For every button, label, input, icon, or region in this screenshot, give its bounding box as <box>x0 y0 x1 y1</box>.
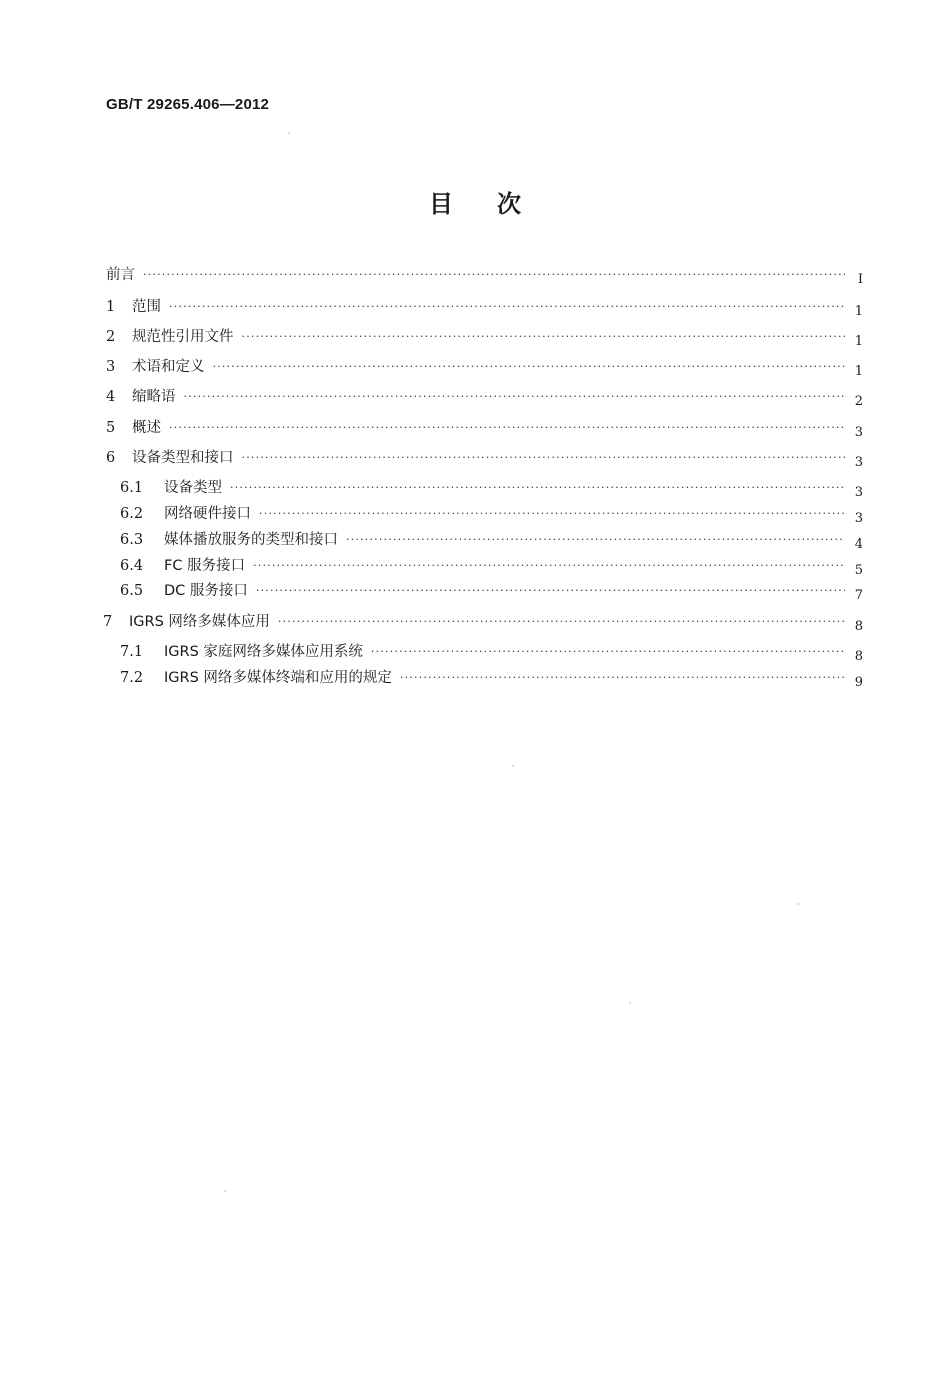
toc-title: 目次 <box>429 190 565 218</box>
toc-entry-number: 4 <box>106 389 116 405</box>
toc-dot-leader <box>169 418 845 438</box>
toc-entry[interactable] <box>120 581 863 601</box>
toc-dot-leader <box>169 297 845 317</box>
toc-entry-label: 前言 <box>106 267 135 283</box>
scan-speck <box>224 1190 226 1192</box>
scan-speck <box>512 765 514 767</box>
toc-dot-leader <box>346 530 845 550</box>
toc-entry[interactable] <box>106 387 863 407</box>
toc-entry-number: 7.2 <box>120 670 144 686</box>
toc-entry-page-number: 3 <box>854 511 863 526</box>
toc-dot-leader <box>242 448 846 468</box>
document-code: GB/T 29265.406—2012 <box>106 96 270 113</box>
toc-entry-number: 7.1 <box>120 644 144 660</box>
toc-dot-leader <box>213 357 846 377</box>
toc-dot-leader <box>143 265 845 285</box>
toc-entry[interactable] <box>106 357 863 377</box>
toc-entry-number: 6.1 <box>120 480 144 496</box>
toc-entry[interactable] <box>120 642 863 662</box>
toc-entry-number: 5 <box>106 420 116 436</box>
toc-entry-number: 6.5 <box>120 583 144 599</box>
scan-speck <box>797 903 799 905</box>
toc-entry-number: 6.3 <box>120 532 144 548</box>
toc-entry-label: IGRS 家庭网络多媒体应用系统 <box>164 644 363 660</box>
toc-entry-label: 网络硬件接口 <box>164 506 251 522</box>
toc-entry[interactable] <box>120 478 863 498</box>
toc-entry-label: 范围 <box>132 299 161 315</box>
toc-entry[interactable] <box>120 504 863 524</box>
toc-entry[interactable] <box>106 327 863 347</box>
toc-entry[interactable] <box>106 448 863 468</box>
toc-entry-label: 规范性引用文件 <box>132 329 234 345</box>
toc-dot-leader <box>256 581 845 601</box>
toc-entry[interactable] <box>120 668 863 688</box>
toc-entry-page-number: 1 <box>854 364 863 379</box>
scan-speck <box>629 1002 631 1004</box>
toc-entry-page-number: 1 <box>854 304 863 319</box>
toc-entry-label: IGRS 网络多媒体终端和应用的规定 <box>164 670 392 686</box>
toc-entry-page-number: 3 <box>854 425 863 440</box>
toc-dot-leader <box>230 478 845 498</box>
toc-entry-page-number: 9 <box>854 675 863 690</box>
toc-dot-leader <box>259 504 845 524</box>
toc-entry-page-number: 2 <box>854 394 863 409</box>
toc-entry-page-number: 5 <box>854 563 863 578</box>
toc-dot-leader <box>253 556 845 576</box>
toc-entry-number: 6.4 <box>120 558 144 574</box>
toc-entry-page-number: 3 <box>854 485 863 500</box>
toc-entry-label: FC 服务接口 <box>164 558 246 574</box>
toc-entry-label: 术语和定义 <box>132 359 205 375</box>
toc-entry-number: 6.2 <box>120 506 144 522</box>
toc-entry-page-number: 3 <box>854 455 863 470</box>
toc-entry-page-number: 1 <box>854 334 863 349</box>
toc-dot-leader <box>184 387 846 407</box>
toc-entry[interactable] <box>103 612 863 632</box>
toc-entry-label: 概述 <box>132 420 161 436</box>
toc-entry[interactable] <box>106 418 863 438</box>
toc-entry[interactable] <box>120 530 863 550</box>
toc-entry-number: 7 <box>103 614 113 630</box>
scan-speck <box>288 132 290 134</box>
toc-dot-leader <box>371 642 845 662</box>
toc-entry-label: 媒体播放服务的类型和接口 <box>164 532 338 548</box>
toc-dot-leader <box>242 327 846 347</box>
toc-entry-number: 6 <box>106 450 116 466</box>
toc-entry-label: 缩略语 <box>132 389 176 405</box>
toc-entry[interactable] <box>120 556 863 576</box>
toc-entry-label: IGRS 网络多媒体应用 <box>129 614 270 630</box>
toc-entry-label: 设备类型和接口 <box>132 450 234 466</box>
toc-entry-page-number: 8 <box>854 649 863 664</box>
toc-entry-page-number: 4 <box>854 537 863 552</box>
toc-dot-leader <box>400 668 845 688</box>
toc-entry-label: DC 服务接口 <box>164 583 248 599</box>
toc-entry-number: 3 <box>106 359 116 375</box>
toc-entry-page-number: 7 <box>854 588 863 603</box>
toc-entry-number: 2 <box>106 329 116 345</box>
toc-entry-number: 1 <box>106 299 116 315</box>
toc-entry-label: 设备类型 <box>164 480 222 496</box>
toc-entry-page-number: 8 <box>854 619 863 634</box>
toc-entry[interactable] <box>106 265 863 285</box>
toc-entry[interactable] <box>106 297 863 317</box>
toc-dot-leader <box>278 612 845 632</box>
toc-entry-page-number: Ⅰ <box>857 272 863 287</box>
